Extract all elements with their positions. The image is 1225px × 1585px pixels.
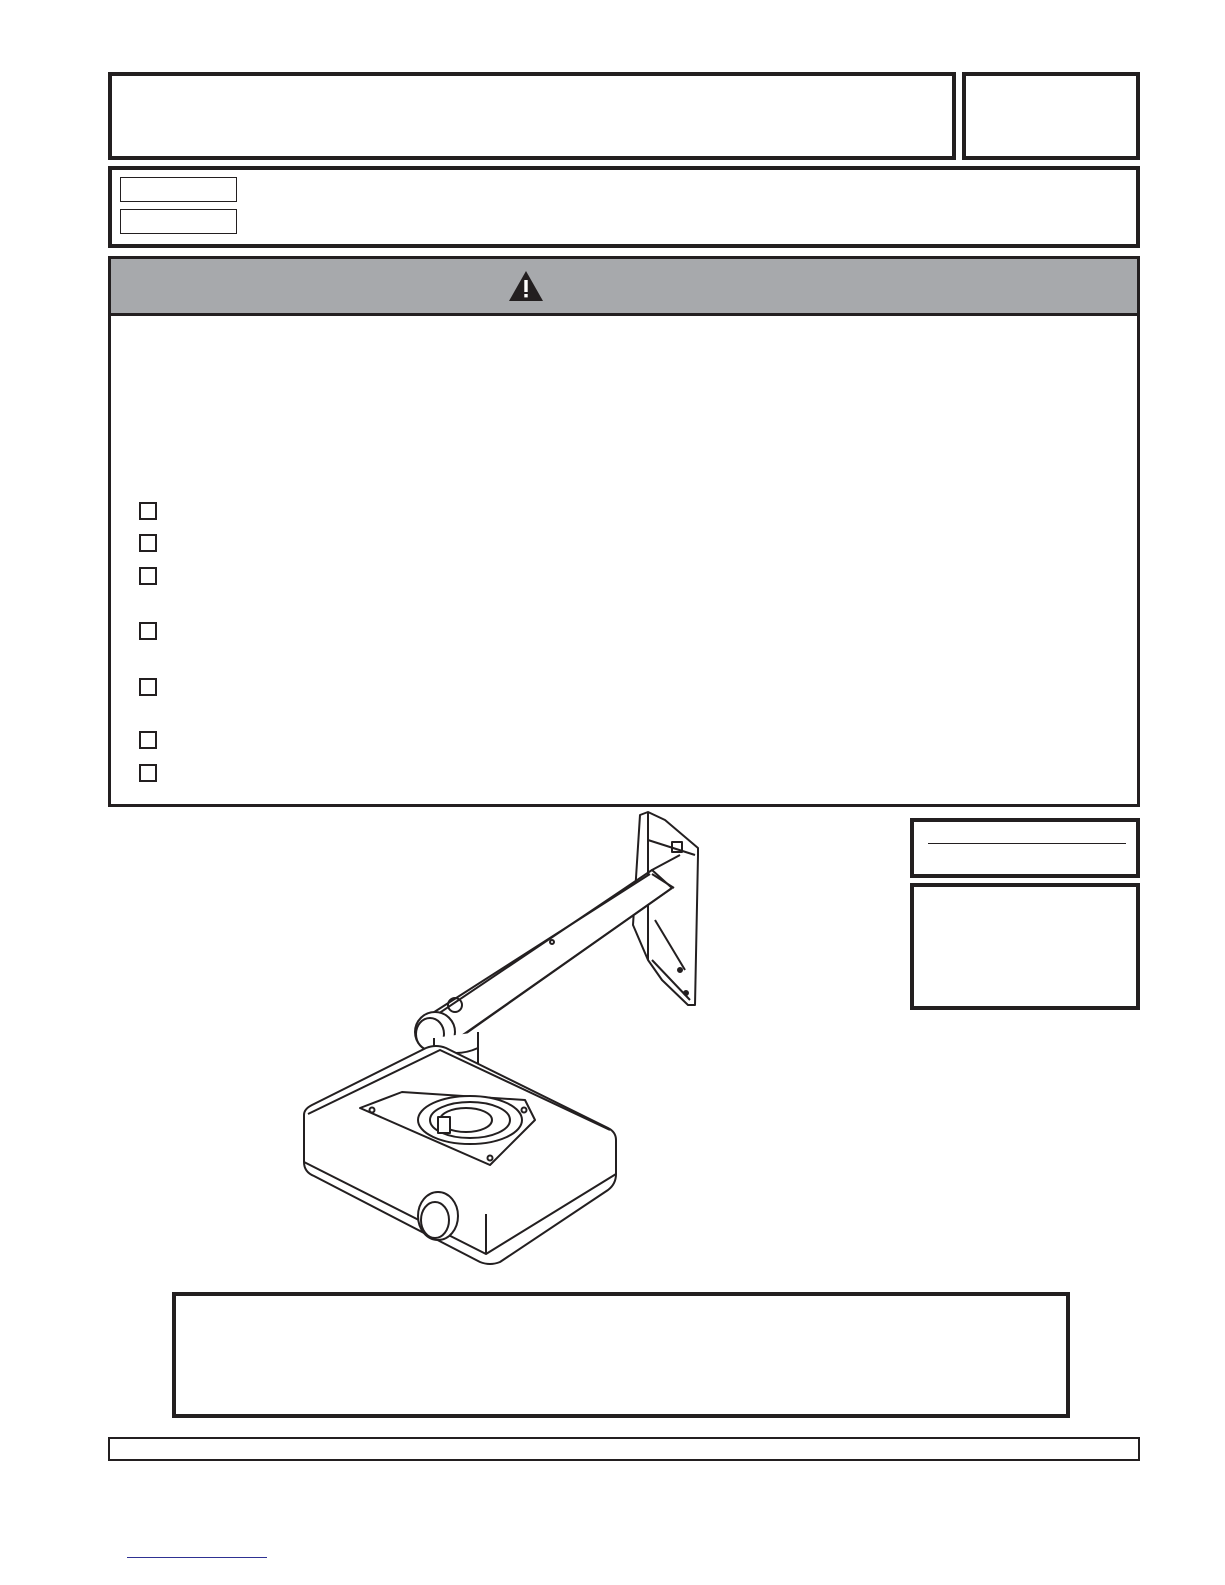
label-section xyxy=(108,166,1140,248)
title-box xyxy=(108,72,956,160)
checklist-checkbox[interactable] xyxy=(139,622,157,640)
warning-body xyxy=(108,313,1140,807)
side-panel-top xyxy=(910,818,1140,878)
notice-box xyxy=(172,1292,1070,1418)
model-number-box xyxy=(962,72,1140,160)
checklist-checkbox[interactable] xyxy=(139,567,157,585)
label-box-first xyxy=(120,177,237,202)
checklist-checkbox[interactable] xyxy=(139,764,157,782)
side-panel-bottom xyxy=(910,883,1140,1010)
checklist-checkbox[interactable] xyxy=(139,502,157,520)
checklist-checkbox[interactable] xyxy=(139,731,157,749)
warning-header xyxy=(108,256,1140,316)
checklist-checkbox[interactable] xyxy=(139,678,157,696)
footer-bar xyxy=(108,1437,1140,1461)
label-box-second xyxy=(120,209,237,234)
warning-triangle-icon xyxy=(508,270,544,302)
link-underline[interactable] xyxy=(127,1557,267,1558)
projector-wall-mount-illustration xyxy=(290,810,730,1280)
checklist-checkbox[interactable] xyxy=(139,534,157,552)
side-panel-rule xyxy=(928,843,1126,844)
